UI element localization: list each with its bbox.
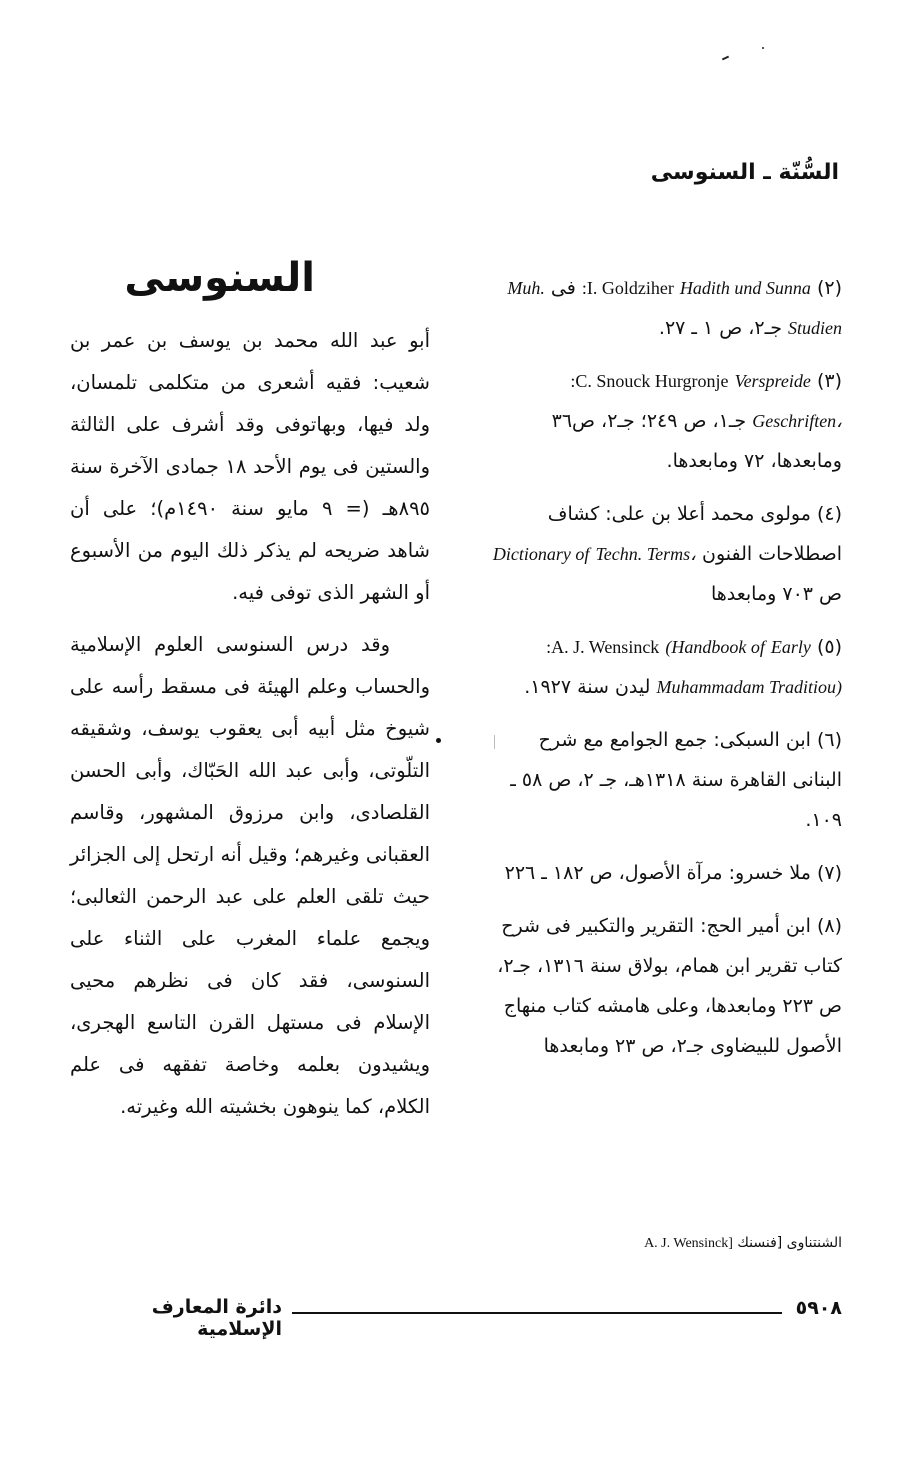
scan-mark — [722, 56, 729, 61]
note-item: (٢) :I. Goldziher Hadith und Sunna فى Muh. Studien جـ٢، ص ١ ـ ٢٧. — [507, 277, 842, 339]
page-number: ٥٩٠٨ — [795, 1297, 842, 1319]
note-item: (٧) ملا خسرو: مرآة الأصول، ص ١٨٢ ـ ٢٢٦ — [504, 862, 842, 884]
note-item: (٤) مولوى محمد أعلا بن على: كشاف اصطلاحات الفنون Dictionary of Techn. Terms، ص ٧٠٣ ومابعدها — [492, 503, 842, 605]
bibliography-notes — [486, 268, 842, 1079]
article-title: السنوسى — [124, 255, 315, 301]
note-item: (٥) :A. J. Wensinck (Handbook of Early Muhammadam Traditiou) ليدن سنة ١٩٢٧. — [524, 636, 842, 698]
article-body — [70, 320, 430, 1128]
note-item: (٣) :C. Snouck Hurgronje Verspreide Geschriften، جـ١، ص ٢٤٩؛ جـ٢، ص٣٦ ومابعدها، ٧٢ ومابعدها. — [551, 370, 842, 472]
margin-dot — [436, 738, 441, 743]
article-signature: الشنتناوى [فنسنك A. J. Wensinck] — [644, 1235, 842, 1251]
running-header: السُّنّة ـ السنوسى — [650, 160, 839, 185]
note-item: (٨) ابن أمير الحج: التقرير والتكبير فى شرح كتاب تقرير ابن همام، بولاق سنة ١٣١٦، جـ٢، ص ٢٢٣ ومابعدها، وعلى هامشه كتاب منهاج الأصول للبيضاوى جـ٢، ص ٢٣ ومابعدها — [497, 915, 842, 1057]
article-paragraph: أبو عبد الله محمد بن يوسف بن عمر بن شعيب: فقيه أشعرى من متكلمى تلمسان، ولد فيها، وبهاتوفى وقد أشرف على الثالثة والستين فى يوم الأحد ١٨ جمادى الآخرة سنة ٨٩٥هـ (= ٩ مايو سنة ١٤٩٠م)؛ على أن شاهد ضريحه لم يذكر ذلك اليوم من الأسبوع أو الشهر الذى توفى فيه. — [70, 329, 431, 604]
footer-publication-title: دائرة المعارف الإسلامية — [151, 1296, 282, 1340]
note-item: (٦) ابن السبكى: جمع الجوامع مع شرح البنانى القاهرة سنة ١٣١٨هـ، جـ ٢، ص ٥٨ ـ ١٠٩. — [510, 729, 842, 831]
article-paragraph: وقد درس السنوسى العلوم الإسلامية والحساب وعلم الهيئة فى مسقط رأسه على شيوخ مثل أبيه أبى يعقوب يوسف، وشقيقه التلّوتى، وأبى عبد الله الحَبّاك، وأبى الحسن القلصادى، وابن مرزوق المشهور، وقاسم العقبانى وغيرهم؛ وقيل أنه ارتحل إلى الجزائر حيث تلقى العلم على عبد الرحمن الثعالبى؛ ويجمع علماء المغرب على الثناء على السنوسى، فقد كان فى نظرهم محيى الإسلام فى مستهل القرن التاسع الهجرى، ويشيدون بعلمه وخاصة تفقهه فى علم الكلام، كما ينوهون بخشيته الله وغيرته. — [70, 633, 430, 1118]
scan-speck — [762, 47, 764, 49]
footer-rule — [292, 1312, 782, 1314]
